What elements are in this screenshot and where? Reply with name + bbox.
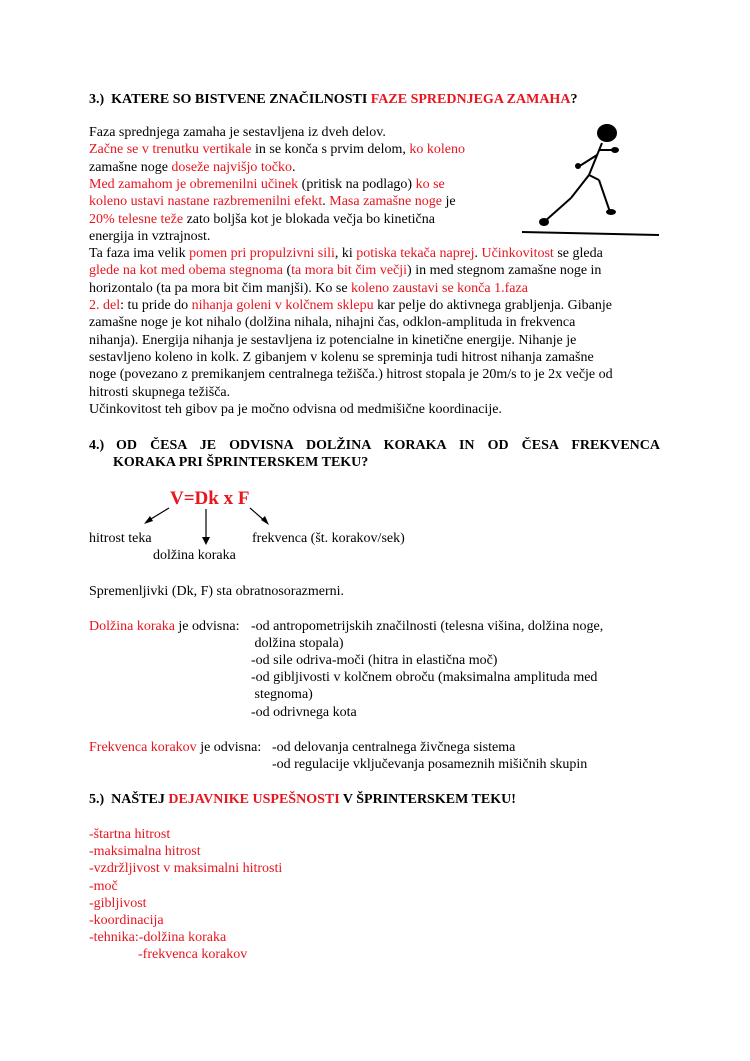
q5-factor-item: -vzdržljivost v maksimalni hitrosti [89,861,283,877]
q5-factor-item: -frekvenca korakov [138,947,248,963]
q4-frequency-depends: je odvisna: [196,740,262,755]
q4-step-length-item: dolžina stopala) [251,636,344,651]
q3-highlight: glede na kot med obema stegnoma [89,263,283,279]
q4-frequency-term: Frekvenca korakov [89,740,197,755]
q3-highlight: Masa zamašne noge [329,194,442,210]
q3-text: nihanja). Energija nihanja je sestavljena iz potencialne in kinetične energije. Nihanje je [89,332,577,348]
q3-highlight: ta mora bit čim večji [291,263,408,279]
q4-number: 4.) [89,438,105,453]
q4-heading [89,437,660,471]
q3-text: Ta faza ima velik [89,246,190,262]
q4-step-length-item: stegnoma) [251,687,313,702]
q3-text: in se konča s prvim delom, [251,142,410,158]
q4-step-length-term: Dolžina koraka [89,619,175,634]
q4-step-length-depends: je odvisna: [174,619,240,634]
q4-frequency-item: -od regulacije vključevanja posameznih mišičnih skupin [272,757,588,772]
ground-line [522,232,659,235]
q3-highlight: ko koleno [409,142,465,158]
q5-factor-item: -štartna hitrost [89,827,171,842]
q3-text: Faza sprednjega zamaha je sestavljena iz dveh delov. [89,125,386,140]
q3-text: sestavljeno koleno in kolk. Z gibanjem v kolenu se spreminja tudi hitrost nihanja zamašne [89,349,594,365]
q3-text: . [291,159,296,175]
q3-highlight: ko se [415,176,445,192]
q3-highlight: Učinkovitost [481,246,554,262]
q3-text: . [474,246,482,262]
q3-highlight: 2. del [89,298,121,313]
q5-factor-item: -tehnika:-dolžina koraka [89,930,227,946]
sprinter-hand-front [575,163,581,169]
q5-factor-item: -moč [89,878,118,894]
q3-text: kar pelje do aktivnega grabljenja. Gibanje [373,298,612,313]
sprinter-hand-back [611,147,619,153]
q3-text: zamašne noge je kot nihalo (dolžina nihala, nihajni čas, odklon-amplituda in frekvenca [89,315,576,331]
q3-text: : tu pride do [120,298,192,313]
q3-highlight: nihanja goleni v kolčnem sklepu [191,298,374,313]
q4-label-speed: hitrost teka [89,531,152,546]
q3-text: zato boljša kot je blokada večja bo kinetična [183,211,435,227]
arrow-right-head [261,516,269,525]
q4-inverse-note: Spremenljivki (Dk, F) sta obratnosorazmerni. [89,584,345,599]
q4-title-line1: OD ČESA JE ODVISNA DOLŽINA KORAKA IN OD ČESA FREKVENCA [116,438,660,453]
q5-title-red: DEJAVNIKE USPEŠNOSTI [168,792,340,807]
q4-label-frequency: frekvenca (št. korakov/sek) [252,531,405,546]
q3-text: hitrosti skupnega težišča. [89,384,231,400]
q5-heading [89,791,516,808]
q3-text: (pritisk na podlago) [298,176,416,192]
q5-factor-item: -gibljivost [89,895,147,911]
q3-text: ) in med stegnom zamašne noge in [407,263,602,279]
q3-title-c: ? [570,92,578,107]
q4-frequency-item: -od delovanja centralnega živčnega sistema [272,740,516,755]
arrow-mid-head [202,537,210,545]
q3-title-a: KATERE SO BISTVENE ZNAČILNOSTI [111,92,371,107]
q4-label-step-length: dolžina koraka [153,548,236,563]
sprinter-thigh-front [589,175,599,180]
q4-title-line2: KORAKA PRI ŠPRINTERSKEM TEKU? [113,455,369,470]
q3-text: zamašne noge [89,159,172,175]
q4-step-length-item: -od sile odriva-moči (hitra in elastična moč) [251,653,498,668]
sprinter-head [597,124,617,142]
q3-number: 3.) [89,92,105,107]
sprinter-shin-front [599,180,610,212]
q5-factor-item: -maksimalna hitrost [89,844,201,860]
sprinter-foot-rear [539,218,549,226]
sprinter-foot-front [606,209,616,215]
sprinter-drawing [539,124,619,226]
q3-highlight: pomen pri propulzivni sili [189,246,335,262]
sprinter-thigh-rear [571,175,589,198]
q3-highlight: koleno ustavi nastane razbremenilni efekt [89,194,323,210]
sprinter-shin-rear [544,198,571,222]
q3-title-red: FAZE SPREDNJEGA ZAMAHA [370,92,571,107]
q3-text: horizontalo (ta pa mora bit čim manjši). Ko se [89,280,352,296]
q3-highlight: koleno zaustavi se konča 1.faza [351,280,528,296]
q5-title-c: V ŠPRINTERSKEM TEKU! [339,792,516,807]
q4-step-length-item: -od antropometrijskih značilnosti (telesna višina, dolžina noge, [251,619,604,634]
q5-factor-item: -koordinacija [89,913,164,928]
q3-text: noge (povezano z premikanjem centralnega težišča.) hitrost stopala je 20m/s to je 2x večje od [89,367,613,383]
q4-step-length-item: -od odrivnega kota [251,705,357,720]
q3-text: . [322,194,330,210]
q3-text: , ki [334,246,357,262]
q3-highlight: Začne se v trenutku vertikale [89,142,252,158]
q4-step-length-item: -od gibljivosti v kolčnem obroču (maksimalna amplituda med [251,670,598,685]
q3-highlight: 20% telesne teže [89,211,184,227]
q5-number: 5.) [89,792,105,807]
q3-text: energija in vztrajnost. [89,228,211,244]
q4-frequency-heading [89,739,261,756]
q5-title-a: NAŠTEJ [111,792,169,807]
q3-text: je [441,194,456,210]
q3-text: Učinkovitost teh gibov pa je močno odvisna od medmišične koordinacije. [89,401,502,417]
q3-highlight: potiska tekača naprej [356,246,475,262]
q4-step-length-heading [89,618,239,635]
q3-highlight: doseže najvišjo točko [171,159,292,175]
arrow-left-head [144,516,153,524]
q3-highlight: Med zamahom je obremenilni učinek [89,176,299,192]
q3-text: se gleda [553,246,603,262]
q3-text: ( [283,263,292,279]
q4-formula: V=Dk x F [170,488,250,509]
